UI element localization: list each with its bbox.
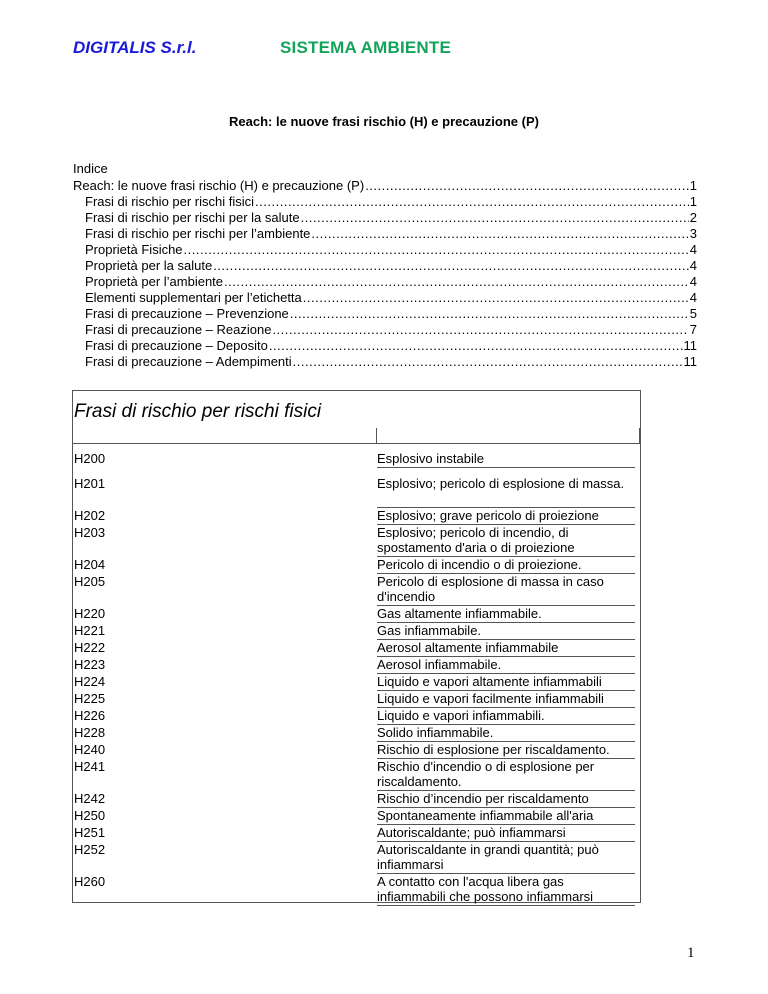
toc-entry-title: Elementi supplementari per l’etichetta — [85, 290, 302, 305]
toc-entry-page: 4 — [689, 290, 697, 305]
hazard-description: Esplosivo; pericolo di incendio, di spostamento d'aria o di proiezione — [377, 525, 635, 557]
hazard-code: H220 — [74, 606, 106, 621]
hazard-description: A contatto con l'acqua libera gas infiammabili che possono infiammarsi — [377, 874, 635, 906]
hazard-description: Pericolo di esplosione di massa in caso d'incendio — [377, 574, 635, 606]
hazard-description: Liquido e vapori facilmente infiammabili — [377, 691, 635, 708]
right-divider — [639, 428, 640, 443]
toc-entry[interactable] — [73, 242, 697, 258]
hazard-code: H242 — [74, 791, 106, 806]
toc-dot-leader — [290, 306, 689, 322]
hazard-description: Gas infiammabile. — [377, 623, 635, 640]
hazard-code: H251 — [74, 825, 106, 840]
hazard-description: Aerosol altamente infiammabile — [377, 640, 635, 657]
hazard-description: Autoriscaldante in grandi quantità; può infiammarsi — [377, 842, 635, 874]
toc-heading: Indice — [73, 161, 108, 176]
toc-entry[interactable] — [73, 354, 697, 370]
toc-entry-title: Frasi di rischio per rischi per la salute — [85, 210, 300, 225]
hazard-code: H204 — [74, 557, 106, 572]
hazard-code: H201 — [74, 476, 106, 491]
toc-entry[interactable] — [73, 210, 697, 226]
toc-dot-leader — [303, 290, 689, 306]
hazard-code: H226 — [74, 708, 106, 723]
toc-entry[interactable] — [73, 274, 697, 290]
hazard-code: H240 — [74, 742, 106, 757]
hazard-code: H223 — [74, 657, 106, 672]
hazard-code: H222 — [74, 640, 106, 655]
hazard-description: Spontaneamente infiammabile all'aria — [377, 808, 635, 825]
hazard-description: Gas altamente infiammabile. — [377, 606, 635, 623]
toc-entry-page: 2 — [689, 210, 697, 225]
toc-entry-page: 4 — [689, 258, 697, 273]
hazard-description: Liquido e vapori infiammabili. — [377, 708, 635, 725]
hazard-phrases-table — [72, 390, 641, 903]
toc-dot-leader — [213, 258, 689, 274]
toc-entry-page: 1 — [689, 178, 697, 193]
toc-entry-title: Proprietà per la salute — [85, 258, 213, 273]
toc-dot-leader — [224, 274, 689, 290]
toc-entries — [73, 177, 697, 370]
hazard-description: Esplosivo instabile — [377, 451, 635, 468]
toc-entry-title: Proprietà per l’ambiente — [85, 274, 224, 289]
hazard-description: Rischio d’incendio per riscaldamento — [377, 791, 635, 808]
toc-entry-page: 4 — [689, 242, 697, 257]
hazard-description: Autoriscaldante; può infiammarsi — [377, 825, 635, 842]
toc-entry[interactable] — [73, 322, 697, 338]
toc-entry-page: 11 — [683, 338, 697, 353]
hazard-code: H241 — [74, 759, 106, 774]
toc-entry-title: Frasi di precauzione – Deposito — [85, 338, 268, 353]
toc-entry-title: Frasi di rischio per rischi fisici — [85, 194, 255, 209]
toc-entry-page: 1 — [689, 194, 697, 209]
toc-entry-title: Proprietà Fisiche — [85, 242, 183, 257]
hazard-code: H224 — [74, 674, 106, 689]
toc-dot-leader — [365, 177, 689, 194]
toc-entry[interactable] — [73, 226, 697, 242]
toc-entry-title: Frasi di precauzione – Reazione — [85, 322, 272, 337]
hazard-code: H228 — [74, 725, 106, 740]
column-divider — [376, 428, 377, 443]
toc-dot-leader — [184, 242, 689, 258]
toc-dot-leader — [293, 354, 683, 370]
hazard-description: Esplosivo; grave pericolo di proiezione — [377, 508, 635, 525]
toc-entry[interactable] — [73, 306, 697, 322]
toc-dot-leader — [272, 322, 688, 338]
toc-entry-page: 5 — [689, 306, 697, 321]
hazard-code: H225 — [74, 691, 106, 706]
hazard-description: Solido infiammabile. — [377, 725, 635, 742]
toc-entry-title: Reach: le nuove frasi rischio (H) e precauzione (P) — [73, 178, 365, 193]
hazard-code: H260 — [74, 874, 106, 889]
company-name: DIGITALIS S.r.l. — [73, 38, 197, 57]
section-title: Frasi di rischio per rischi fisici — [74, 401, 322, 422]
toc-entry-page: 4 — [689, 274, 697, 289]
hazard-code: H252 — [74, 842, 106, 857]
toc-entry[interactable] — [73, 258, 697, 274]
title-separator — [73, 443, 640, 444]
hazard-description: Aerosol infiammabile. — [377, 657, 635, 674]
toc-entry-page: 11 — [683, 354, 697, 369]
document-title: Reach: le nuove frasi rischio (H) e precauzione (P) — [229, 114, 539, 129]
hazard-description: Rischio d'incendio o di esplosione per riscaldamento. — [377, 759, 635, 791]
hazard-code: H203 — [74, 525, 106, 540]
hazard-description: Rischio di esplosione per riscaldamento. — [377, 742, 635, 759]
table-of-contents — [73, 160, 697, 370]
hazard-code: H200 — [74, 451, 106, 466]
hazard-code: H221 — [74, 623, 106, 638]
hazard-code: H205 — [74, 574, 106, 589]
toc-entry[interactable] — [73, 194, 697, 210]
hazard-description: Esplosivo; pericolo di esplosione di massa. — [377, 476, 635, 508]
toc-entry[interactable] — [73, 177, 697, 194]
toc-entry[interactable] — [73, 338, 697, 354]
toc-entry-title: Frasi di precauzione – Prevenzione — [85, 306, 289, 321]
toc-entry-title: Frasi di precauzione – Adempimenti — [85, 354, 292, 369]
toc-dot-leader — [311, 226, 688, 242]
hazard-code: H250 — [74, 808, 106, 823]
toc-entry-page: 7 — [689, 322, 697, 337]
system-name: SISTEMA AMBIENTE — [280, 38, 452, 57]
hazard-description: Liquido e vapori altamente infiammabili — [377, 674, 635, 691]
toc-dot-leader — [301, 210, 689, 226]
toc-entry-title: Frasi di rischio per rischi per l’ambiente — [85, 226, 311, 241]
toc-entry-page: 3 — [689, 226, 697, 241]
page-number: 1 — [687, 945, 695, 961]
hazard-code: H202 — [74, 508, 106, 523]
hazard-description: Pericolo di incendio o di proiezione. — [377, 557, 635, 574]
toc-entry[interactable] — [73, 290, 697, 306]
toc-dot-leader — [269, 338, 683, 354]
toc-dot-leader — [255, 194, 689, 210]
